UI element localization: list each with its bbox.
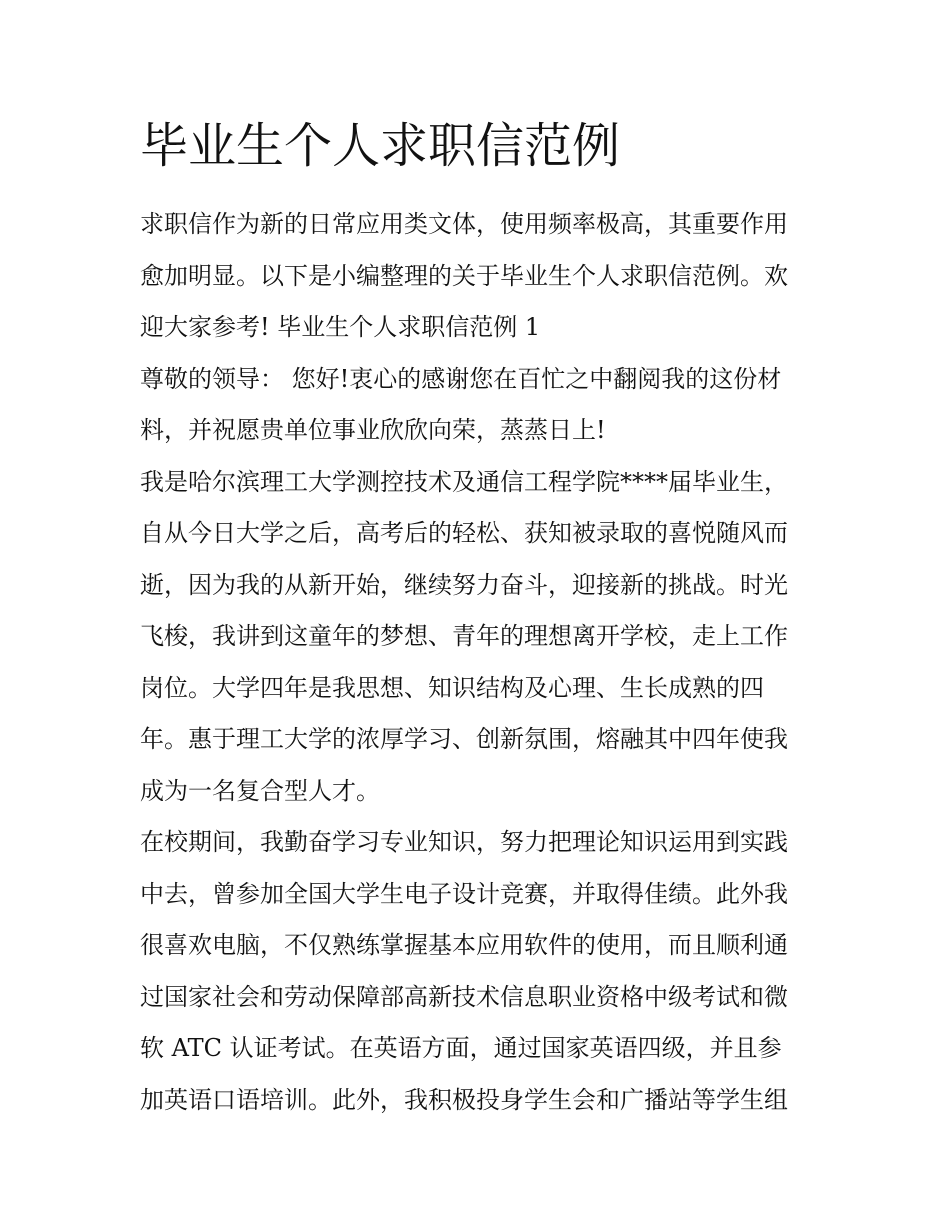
paragraph-greeting <box>140 354 820 457</box>
paragraph-background <box>140 457 820 818</box>
text-line: 软 ATC 认证考试。在英语方面，通过国家英语四级，并且参 <box>140 1034 782 1062</box>
text-line: 过国家社会和劳动保障部高新技术信息职业资格中级考试和微 <box>140 982 788 1011</box>
text-line: 年。惠于理工大学的浓厚学习、创新氛围，熔融其中四年使我 <box>140 725 788 753</box>
text-line: 自从今日大学之后，高考后的轻松、获知被录取的喜悦随风而 <box>140 519 788 547</box>
paragraph-achievements <box>140 817 820 1126</box>
text-line: 料，并祝愿贵单位事业欣欣向荣，蒸蒸日上! <box>140 416 606 444</box>
text-line: 逝，因为我的从新开始，继续努力奋斗，迎接新的挑战。时光 <box>140 570 788 599</box>
text-line: 愈加明显。以下是小编整理的关于毕业生个人求职信范例。欢 <box>140 261 788 290</box>
text-line: 中去，曾参加全国大学生电子设计竞赛，并取得佳绩。此外我 <box>140 879 788 908</box>
text-line: 很喜欢电脑，不仅熟练掌握基本应用软件的使用，而且顺利通 <box>140 931 788 959</box>
text-line: 我是哈尔滨理工大学测控技术及通信工程学院****届毕业生， <box>140 467 788 496</box>
document-title: 毕业生个人求职信范例 <box>140 118 621 174</box>
text-line: 尊敬的领导： 您好!衷心的感谢您在百忙之中翻阅我的这份材 <box>140 364 782 393</box>
text-line: 成为一名复合型人才。 <box>140 776 380 805</box>
text-line: 迎大家参考! 毕业生个人求职信范例 1 <box>140 313 541 341</box>
text-line: 在校期间，我勤奋学习专业知识，努力把理论知识运用到实践 <box>140 828 788 856</box>
document-body <box>140 199 820 1126</box>
paragraph-intro <box>140 199 820 354</box>
text-line: 飞梭，我讲到这童年的梦想、青年的理想离开学校，走上工作 <box>140 622 788 650</box>
text-line: 加英语口语培训。此外，我积极投身学生会和广播站等学生组 <box>140 1085 788 1114</box>
text-line: 岗位。大学四年是我思想、知识结构及心理、生长成熟的四 <box>140 673 764 702</box>
text-line: 求职信作为新的日常应用类文体，使用频率极高，其重要作用 <box>140 210 788 238</box>
